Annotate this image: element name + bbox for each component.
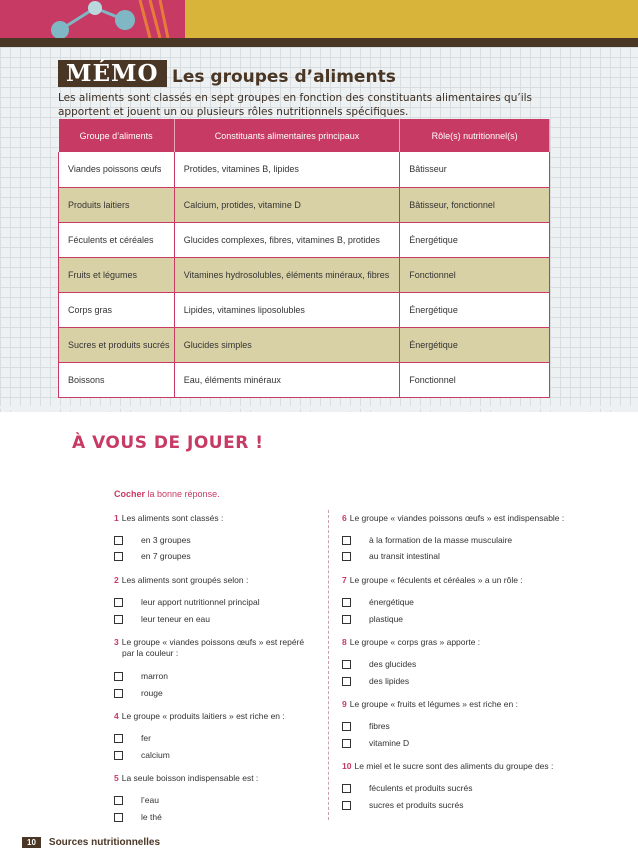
page-footer: [22, 837, 160, 848]
question-6-option-1[interactable]: à la formation de la masse musculaire: [342, 535, 512, 545]
checkbox[interactable]: [342, 615, 351, 624]
cell-constituents: Lipides, vitamines liposolubles: [174, 292, 400, 327]
table-row: [59, 187, 550, 222]
food-groups-table: [58, 119, 550, 398]
column-divider: [328, 510, 329, 820]
cell-group: Boissons: [59, 362, 175, 397]
question-8: 8 Le groupe « corps gras » apporte :: [342, 637, 481, 647]
checkbox[interactable]: [342, 552, 351, 561]
cell-constituents: Glucides simples: [174, 327, 400, 362]
checkbox[interactable]: [114, 751, 123, 760]
cell-constituents: Protides, vitamines B, lipides: [174, 152, 400, 187]
question-3-option-2[interactable]: rouge: [114, 688, 163, 698]
cell-role: Énergétique: [400, 327, 550, 362]
checkbox[interactable]: [342, 801, 351, 810]
memo-description: Les aliments sont classés en sept groupes en fonction des constituants alimentaires qu’ils apportent et jouent un ou plusieurs rôles nutritionnels spécifiques.: [58, 92, 532, 118]
cell-constituents: Eau, éléments minéraux: [174, 362, 400, 397]
cell-role: Fonctionnel: [400, 257, 550, 292]
question-10: 10 Le miel et le sucre sont des aliments du groupe des :: [342, 761, 554, 771]
cell-role: Énergétique: [400, 222, 550, 257]
cell-group: Viandes poissons œufs: [59, 152, 175, 187]
question-8-option-2[interactable]: des lipides: [342, 676, 409, 686]
question-3: 3 Le groupe « viandes poissons œufs » est repéré par la couleur :: [114, 637, 305, 658]
molecule-illustration-icon: [0, 0, 185, 38]
cell-group: Produits laitiers: [59, 187, 175, 222]
question-6: 6 Le groupe « viandes poissons œufs » est indispensable :: [342, 513, 565, 523]
checkbox[interactable]: [114, 552, 123, 561]
question-5-option-2[interactable]: le thé: [114, 812, 162, 822]
cell-constituents: Vitamines hydrosolubles, éléments minéraux, fibres: [174, 257, 400, 292]
footer-title: Sources nutritionnelles: [48, 837, 161, 848]
question-5: 5 La seule boisson indispensable est :: [114, 773, 259, 783]
table-row: [59, 152, 550, 187]
cell-role: Énergétique: [400, 292, 550, 327]
exercise-title: À VOUS DE JOUER !: [72, 433, 264, 453]
table-row: [59, 257, 550, 292]
cell-group: Sucres et produits sucrés: [59, 327, 175, 362]
question-2-option-2[interactable]: leur teneur en eau: [114, 614, 210, 624]
question-9-option-1[interactable]: fibres: [342, 721, 390, 731]
cell-group: Féculents et céréales: [59, 222, 175, 257]
table-row: [59, 327, 550, 362]
exercise-instruction: [114, 489, 220, 499]
question-4-option-1[interactable]: fer: [114, 733, 151, 743]
checkbox[interactable]: [114, 615, 123, 624]
question-1-option-1[interactable]: en 3 groupes: [114, 535, 191, 545]
cell-role: Fonctionnel: [400, 362, 550, 397]
question-1: 1 Les aliments sont classés :: [114, 513, 224, 523]
checkbox[interactable]: [114, 734, 123, 743]
checkbox[interactable]: [342, 677, 351, 686]
table-row: [59, 292, 550, 327]
cell-role: Bâtisseur: [400, 152, 550, 187]
question-10-option-1[interactable]: féculents et produits sucrés: [342, 783, 472, 793]
cell-group: Fruits et légumes: [59, 257, 175, 292]
checkbox[interactable]: [342, 722, 351, 731]
question-8-option-1[interactable]: des glucides: [342, 659, 416, 669]
cell-group: Corps gras: [59, 292, 175, 327]
header-roles: Rôle(s) nutritionnel(s): [400, 119, 550, 152]
memo-title: Les groupes d’aliments: [172, 67, 396, 87]
cell-constituents: Calcium, protides, vitamine D: [174, 187, 400, 222]
checkbox[interactable]: [342, 739, 351, 748]
question-2: 2 Les aliments sont groupés selon :: [114, 575, 249, 585]
question-9-option-2[interactable]: vitamine D: [342, 738, 409, 748]
question-6-option-2[interactable]: au transit intestinal: [342, 551, 440, 561]
question-5-option-1[interactable]: l’eau: [114, 795, 159, 805]
table-header-row: [59, 119, 550, 152]
scalloped-edge: [0, 406, 638, 418]
question-7: 7 Le groupe « féculents et céréales » a un rôle :: [342, 575, 523, 585]
checkbox[interactable]: [342, 598, 351, 607]
page-number: 10: [22, 837, 41, 848]
checkbox[interactable]: [114, 672, 123, 681]
checkbox[interactable]: [114, 536, 123, 545]
table-row: [59, 362, 550, 397]
question-4: 4 Le groupe « produits laitiers » est riche en :: [114, 711, 285, 721]
question-1-option-2[interactable]: en 7 groupes: [114, 551, 191, 561]
question-7-option-2[interactable]: plastique: [342, 614, 403, 624]
checkbox[interactable]: [114, 796, 123, 805]
question-9: 9 Le groupe « fruits et légumes » est riche en :: [342, 699, 518, 709]
memo-tag: MÉMO: [58, 60, 167, 87]
instruction-verb: Cocher: [114, 489, 146, 499]
checkbox[interactable]: [114, 598, 123, 607]
checkbox[interactable]: [342, 536, 351, 545]
question-4-option-2[interactable]: calcium: [114, 750, 170, 760]
header-constituents: Constituants alimentaires principaux: [174, 119, 400, 152]
checkbox[interactable]: [114, 689, 123, 698]
question-10-option-2[interactable]: sucres et produits sucrés: [342, 800, 463, 810]
banner-rule: [0, 38, 638, 47]
cell-role: Bâtisseur, fonctionnel: [400, 187, 550, 222]
checkbox[interactable]: [342, 660, 351, 669]
checkbox[interactable]: [114, 813, 123, 822]
checkbox[interactable]: [342, 784, 351, 793]
question-3-option-1[interactable]: marron: [114, 671, 168, 681]
question-7-option-1[interactable]: énergétique: [342, 597, 414, 607]
question-2-option-1[interactable]: leur apport nutritionnel principal: [114, 597, 260, 607]
table-row: [59, 222, 550, 257]
instruction-rest: la bonne réponse.: [145, 489, 220, 499]
cell-constituents: Glucides complexes, fibres, vitamines B, protides: [174, 222, 400, 257]
header-group: Groupe d’aliments: [59, 119, 175, 152]
